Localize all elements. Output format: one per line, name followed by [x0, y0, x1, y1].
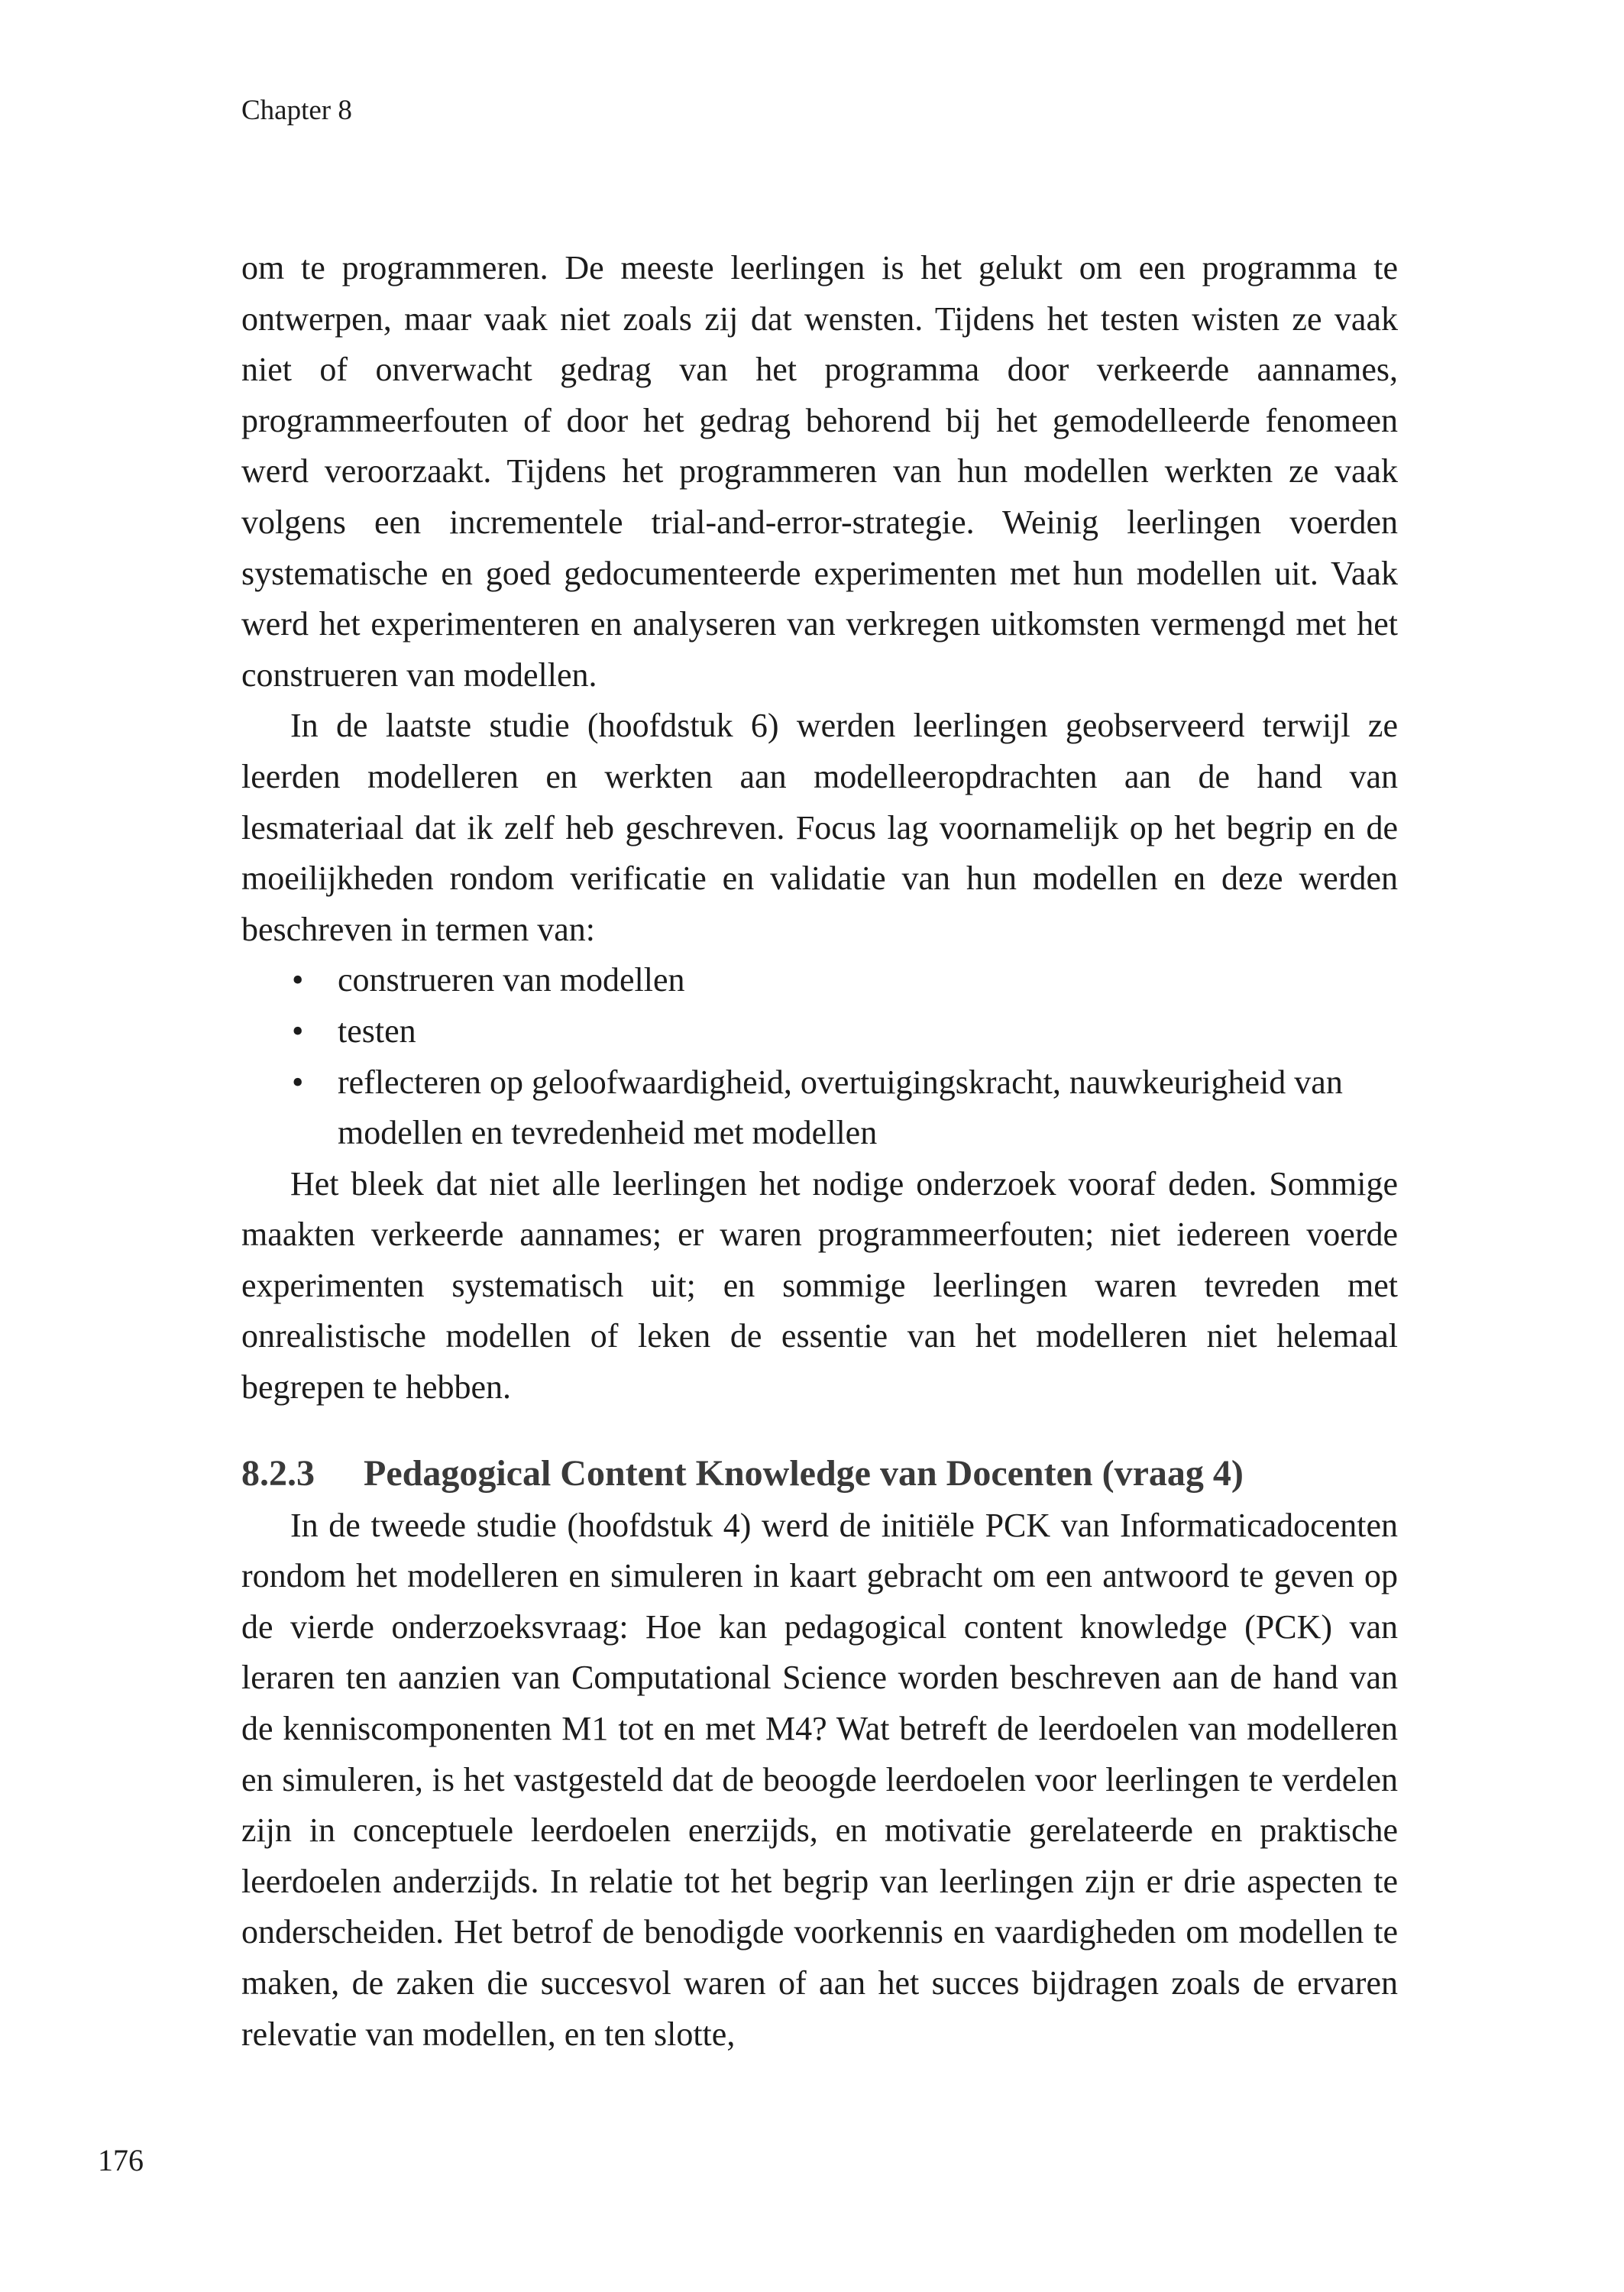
bullet-text: reflecteren op geloofwaardigheid, overtuigingskracht, nauwkeurigheid van modellen en tevredenheid met modellen [338, 1063, 1343, 1152]
section-number: 8.2.3 [241, 1452, 315, 1494]
paragraph-last-study: In de laatste studie (hoofdstuk 6) werden leerlingen geobserveerd terwijl ze leerden modelleren en werkten aan modelleeropdrachten aan de hand van lesmateriaal dat ik zelf heb geschreven. Focus lag voornamelijk op het begrip en de moeilijkheden rondom verificatie en validatie van hun modellen en deze werden beschreven in termen van: [241, 707, 1398, 948]
bullet-icon: • [292, 1012, 304, 1050]
bullet-item [292, 1006, 1398, 1057]
paragraph-continuation: om te programmeren. De meeste leerlingen is het gelukt om een programma te ontwerpen, maar vaak niet zoals zij dat wensten. Tijdens het testen wisten ze vaak niet of onverwacht gedrag van het programma door verkeerde aannames, programmeerfouten of door het gedrag behorend bij het gemodelleerde fenomeen werd veroorzaakt. Tijdens het programmeren van hun modellen werkten ze vaak volgens een incrementele trial-and-error-strategie. Weinig leerlingen voerden systematische en goed gedocumenteerde experimenten met hun modellen uit. Vaak werd het experimenteren en analyseren van verkregen uitkomsten vermengd met het construeren van modellen. [241, 249, 1398, 694]
bullet-item [292, 955, 1398, 1006]
bullet-item [292, 1057, 1398, 1159]
section-heading [241, 1447, 1398, 1500]
bullet-icon: • [292, 1063, 304, 1101]
bullet-text: testen [338, 1012, 416, 1050]
running-header: Chapter 8 [241, 95, 352, 126]
section-title: Pedagogical Content Knowledge van Docenten (vraag 4) [364, 1452, 1244, 1494]
paragraph-findings: Het bleek dat niet alle leerlingen het nodige onderzoek vooraf deden. Sommige maakten verkeerde aannames; er waren programmeerfouten; niet iedereen voerde experimenten systematisch uit; en sommige leerlingen waren tevreden met onrealistische modellen of leken de essentie van het modelleren niet helemaal begrepen te hebben. [241, 1164, 1398, 1407]
bullet-list [241, 955, 1398, 1158]
bullet-text: construeren van modellen [338, 961, 685, 999]
bullet-icon: • [292, 961, 304, 999]
page-number: 176 [98, 2143, 144, 2177]
page-body [241, 243, 1398, 2060]
paragraph-pck: In de tweede studie (hoofdstuk 4) werd de initiële PCK van Informaticadocenten rondom het modelleren en simuleren in kaart gebracht om een antwoord te geven op de vierde onderzoeksvraag: Hoe kan pedagogical content knowledge (PCK) van leraren ten aanzien van Computational Science worden beschreven aan de hand van de kenniscomponenten M1 tot en met M4? Wat betreft de leerdoelen van modelleren en simuleren, is het vastgesteld dat de beoogde leerdoelen voor leerlingen te verdelen zijn in conceptuele leerdoelen enerzijds, en motivatie gerelateerde en praktische leerdoelen anderzijds. In relatie tot het begrip van leerlingen zijn er drie aspecten te onderscheiden. Het betrof de benodigde voorkennis en vaardigheden om modellen te maken, de zaken die succesvol waren of aan het succes bijdragen zoals de ervaren relevatie van modellen, en ten slotte, [241, 1506, 1398, 2053]
